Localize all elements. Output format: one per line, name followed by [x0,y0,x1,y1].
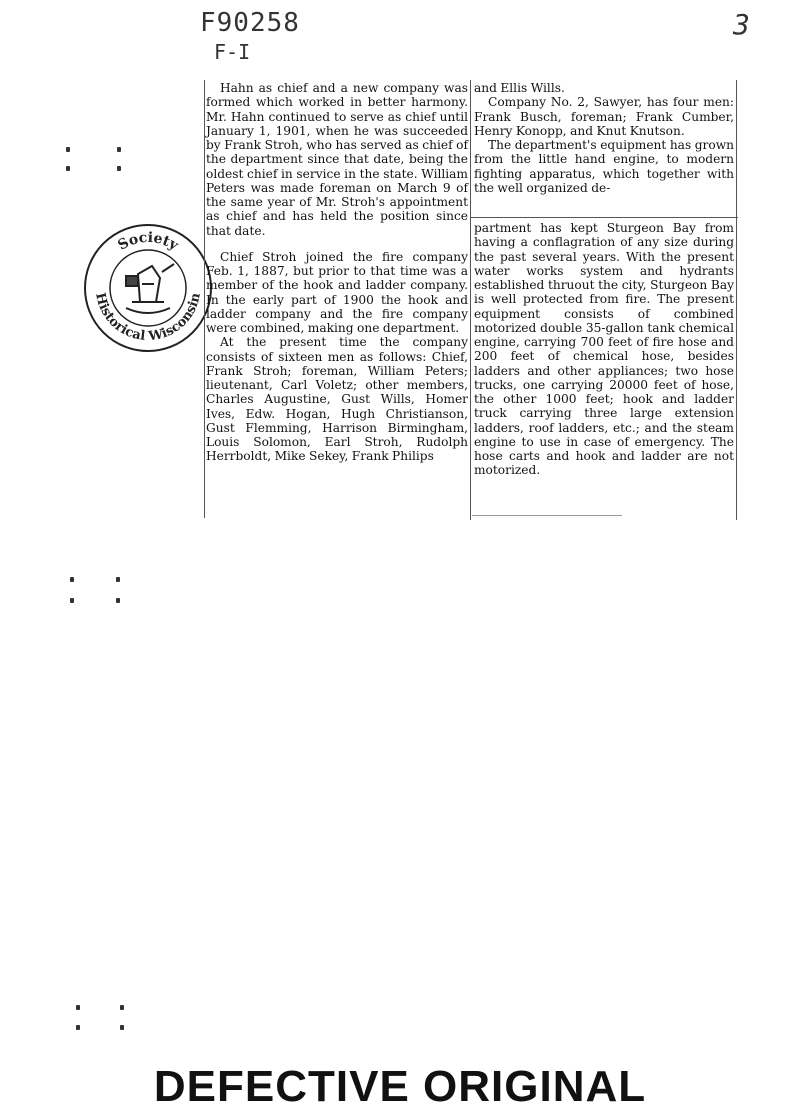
scan-mark [76,1025,80,1030]
scan-mark [117,147,121,152]
scan-mark [120,1005,124,1010]
seal-emblem [126,264,174,313]
paragraph: Company No. 2, Sawyer, has four men: Frank Busch, foreman; Frank Cumber, Henry Konopp, and Knut Knutson. [474,95,734,138]
scan-mark [117,166,121,171]
scan-mark [116,577,120,582]
article-column-1 [206,81,468,464]
paragraph: Chief Stroh joined the fire company Feb. 1, 1887, but prior to that time was a member of the hook and ladder company. In the early part of 1900 the hook and ladder company and the fire company were combined, making one department. [206,249,468,335]
scan-mark [66,166,70,171]
paragraph: partment has kept Sturgeon Bay from having a conflagration of any size during the past several years. With the present water works system and hydrants established thruout the city, Sturgeon Bay is well protected from fire. The present equipment consists of combined motorized double 35-gallon tank chemical engine, carrying 700 feet of fire hose and 200 feet of chemical hose, besides ladders and other appliances; two hose trucks, one carrying 20000 feet of hose, the other 1000 feet; hook and ladder truck carrying three large extension ladders, roof ladders, etc.; and the steam engine to use in case of emergency. The hose carts and hook and ladder are not motorized. [474,221,734,478]
defective-original-stamp: DEFECTIVE ORIGINAL [153,1062,647,1111]
seal-text-bottom: Historical Wisconsin [92,291,204,345]
paragraph: Hahn as chief and a new company was formed which worked in better harmony. Mr. Hahn continued to serve as chief until January 1, 1901, when he was succeeded by Frank Stroh, who has served as chief of the department since that date, being the oldest chief in service in the state. William Peters was made foreman on March 9 of the same year of Mr. Stroh's appointment as chief and has held the position since that date. [206,81,468,238]
page-number: 3 [733,8,750,41]
paragraph: and Ellis Wills. [474,81,565,95]
scan-mark [120,1025,124,1030]
article-column-2-top [474,81,734,195]
seal-text-top: Society [115,229,181,254]
scan-mark [76,1005,80,1010]
handwritten-mark: F-I [214,40,251,64]
accession-number: F90258 [200,8,300,38]
scan-mark [66,147,70,152]
paragraph: The department's equipment has grown from the little hand engine, to modern fighting apparatus, which together with the well organized de- [474,138,734,195]
paragraph: At the present time the company consists of sixteen men as follows: Chief, Frank Stroh; foreman, William Peters; lieutenant, Carl Voletz; other members, Charles Augustine, Gust Wills, Homer Ives, Edw. Hogan, Hugh Christianson, Gust Flemming, Harrison Birmingham, Louis Solomon, Earl Stroh, Rudolph Herrboldt, Mike Sekey, Frank Philips [206,335,468,464]
scan-mark [70,577,74,582]
historical-society-seal [82,222,214,354]
scan-mark [70,598,74,603]
scan-mark [116,598,120,603]
article-column-2-bottom [474,221,734,478]
